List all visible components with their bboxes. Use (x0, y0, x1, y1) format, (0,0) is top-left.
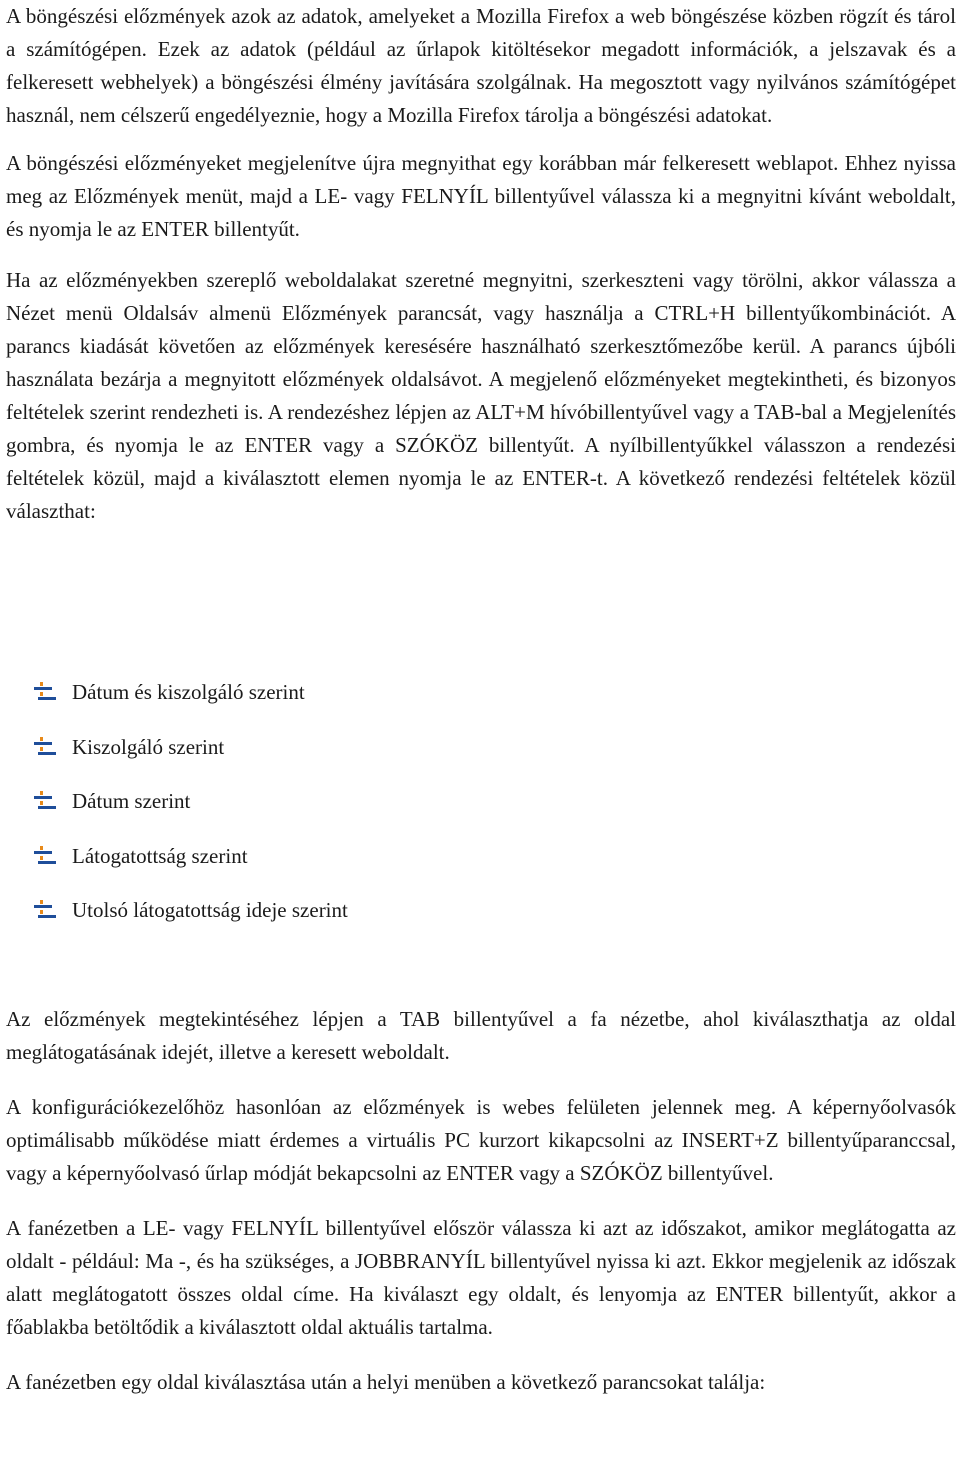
document-page (6, 0, 956, 528)
bullet-icon (34, 791, 56, 811)
list-item (34, 840, 348, 895)
bullet-icon (34, 900, 56, 920)
sort-options-list (34, 676, 348, 949)
document-lower-section (6, 1003, 956, 1399)
sort-option-label: Dátum szerint (72, 789, 191, 814)
paragraph-reopen-pages: A böngészési előzményeket megjelenítve újra megnyithat egy korábban már felkeresett weblapot. Ehhez nyissa meg az Előzmények menüt, majd a LE- vagy FELNYÍL billentyűvel válassza ki a megnyitni kívánt weboldalt, és nyomja le az ENTER billentyűt. (6, 151, 956, 241)
paragraph-tree-view: Az előzmények megtekintéséhez lépjen a TAB billentyűvel a fa nézetbe, ahol kiválaszthatja az oldal meglátogatásának idejét, illetve a keresett weboldalt. (6, 1007, 956, 1064)
paragraph-context-menu: A fanézetben egy oldal kiválasztása után a helyi menüben a következő parancsokat találja: (6, 1370, 766, 1394)
sort-option-label: Dátum és kiszolgáló szerint (72, 680, 305, 704)
bullet-icon (34, 846, 56, 866)
paragraph-intro: A böngészési előzmények azok az adatok, amelyeket a Mozilla Firefox a web böngészése közben rögzít és tárol a számítógépen. Ezek az adatok (például az űrlapok kitöltésekor megadott információk, a jelszavak és a felkeresett webhelyek) a böngészési élmény javítására szolgálnak. Ha megosztott vagy nyilvános számítógépet használ, nem célszerű engedélyeznie, hogy a Mozilla Firefox tárolja a böngészési adatokat. (6, 4, 956, 127)
bullet-icon (34, 682, 56, 702)
sort-option-label: Látogatottság szerint (72, 843, 248, 868)
list-item (34, 785, 348, 840)
paragraph-tree-navigation: A fanézetben a LE- vagy FELNYÍL billentyűvel először válassza ki azt az időszakot, amikor meglátogatta az oldalt - például: Ma -, és ha szükséges, a JOBBRANYÍL billentyűvel nyissa ki azt. Ekkor megjelenik az időszak alatt meglátogatott összes oldal címe. Ha kiválaszt egy oldalt, és lenyomja az ENTER billentyűt, akkor a főablakba betöltődik a kiválasztott oldal aktuális tartalma. (6, 1216, 956, 1339)
bullet-icon (34, 737, 56, 757)
sort-option-label: Kiszolgáló szerint (72, 734, 225, 759)
paragraph-sidebar-history: Ha az előzményekben szereplő weboldalakat szeretné megnyitni, szerkeszteni vagy törölni, akkor válassza a Nézet menü Oldalsáv almenü Előzmények parancsát, vagy használja a CTRL+H billentyűkombinációt. A parancs kiadását követően az előzmények keresésére használható szerkesztőmezőbe kerül. A parancs újbóli használata bezárja a megnyitott előzmények oldalsávot. A megjelenő előzményeket megtekintheti, és bizonyos feltételek szerint rendezheti is. A rendezéshez lépjen az ALT+M hívóbillentyűvel vagy a TAB-bal a Megjelenítés gombra, és nyomja le az ENTER vagy a SZÓKÖZ billentyűt. A nyílbillentyűkkel válasszon a rendezési feltételek közül, majd a kiválasztott elemen nyomja le az ENTER-t. A következő rendezési feltételek közül választhat: (6, 268, 956, 523)
list-item (34, 894, 348, 949)
paragraph-screen-reader: A konfigurációkezelőhöz hasonlóan az előzmények is webes felületen jelennek meg. A képernyőolvasók optimálisabb működése miatt érdemes a virtuális PC kurzort kikapcsolni az INSERT+Z billentyűparanccsal, vagy a képernyőolvasó űrlap módját bekapcsolni az ENTER vagy a SZÓKÖZ billentyűvel. (6, 1095, 956, 1185)
list-item (34, 676, 348, 731)
sort-option-label: Utolsó látogatottság ideje szerint (72, 898, 348, 923)
list-item (34, 731, 348, 786)
